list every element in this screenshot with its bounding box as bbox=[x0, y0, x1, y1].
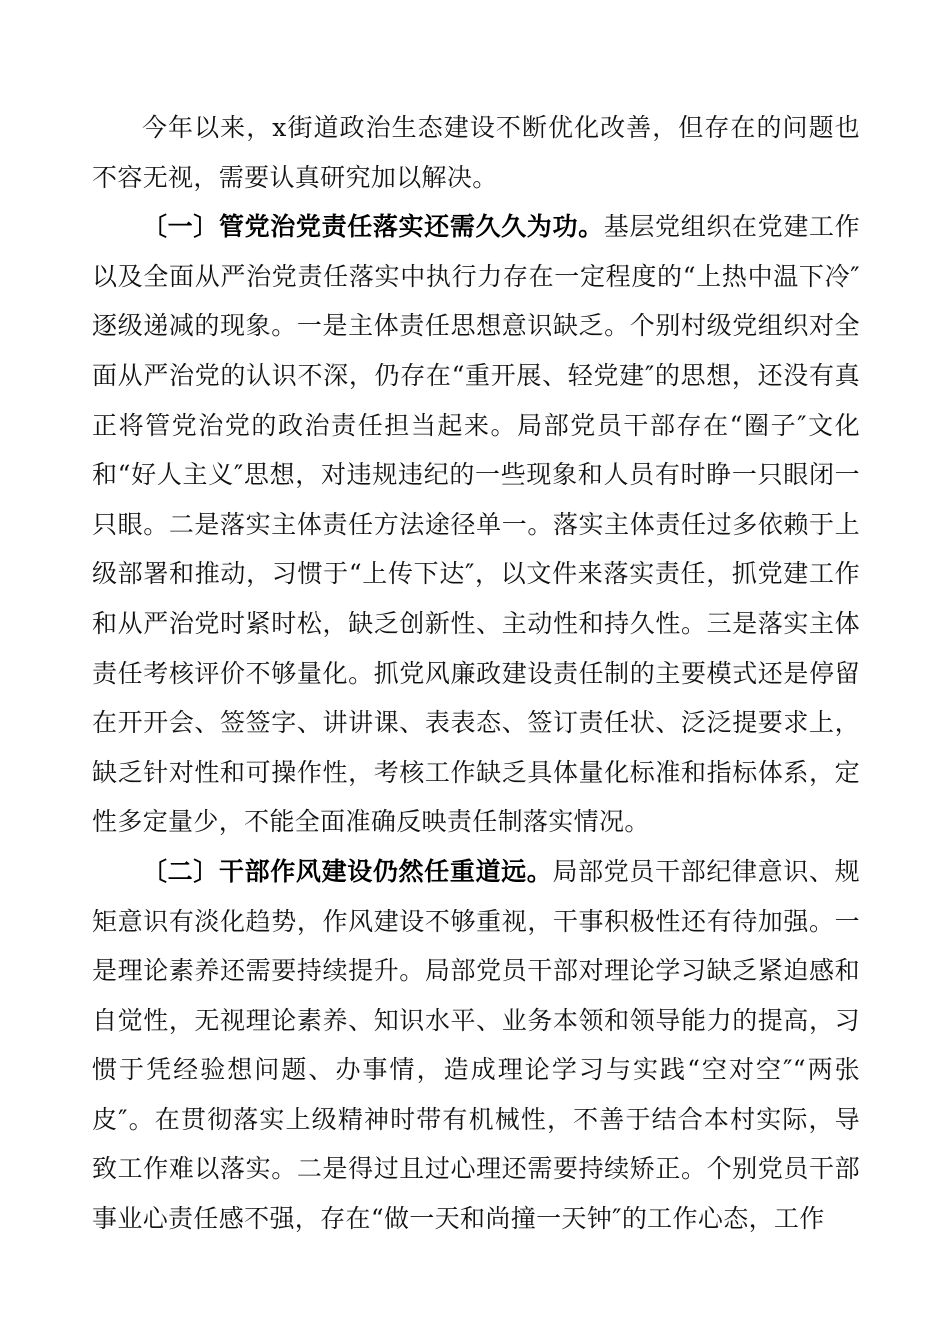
body-text bbox=[92, 103, 860, 1244]
paragraph-section-1 bbox=[92, 202, 860, 847]
section-2-text: 局部党员干部纪律意识、规矩意识有淡化趋势，作风建设不够重视，干事积极性还有待加强。一是理论素养还需要持续提升。局部党员干部对理论学习缺乏紧迫感和自觉性，无视理论素养、知识水平、业务本领和领导能力的提高，习惯于凭经验想问题、办事情，造成理论学习与实践“空对空″“两张皮″。在贯彻落实上级精神时带有机械性，不善于结合本村实际，导致工作难以落实。二是得过且过心理还需要持续矫正。个别党员干部事业心责任感不强，存在“做一天和尚撞一天钟″的工作心态，工作 bbox=[92, 856, 860, 1234]
paragraph-section-2 bbox=[92, 847, 860, 1244]
paragraph-intro bbox=[92, 103, 860, 202]
section-1-heading: 〔一〕管党治党责任落实还需久久为功。 bbox=[142, 212, 604, 242]
section-1-text: 基层党组织在党建工作以及全面从严治党责任落实中执行力存在一定程度的“上热中温下冷″逐级递减的现象。一是主体责任思想意识缺乏。个别村级党组织对全面从严治党的认识不深，仍存在“重开展、轻党建″的思想，还没有真正将管党治党的政治责任担当起来。局部党员干部存在“圈子″文化和“好人主义″思想，对违规违纪的一些现象和人员有时睁一只眼闭一只眼。二是落实主体责任方法途径单一。落实主体责任过多依赖于上级部署和推动，习惯于“上传下达″，以文件来落实责任，抓党建工作和从严治党时紧时松，缺乏创新性、主动性和持久性。三是落实主体责任考核评价不够量化。抓党风廉政建设责任制的主要模式还是停留在开开会、签签字、讲讲课、表表态、签订责任状、泛泛提要求上，缺乏针对性和可操作性，考核工作缺乏具体量化标准和指标体系，定性多定量少，不能全面准确反映责任制落实情况。 bbox=[92, 212, 860, 837]
section-2-heading: 〔二〕干部作风建设仍然任重道远。 bbox=[142, 856, 553, 886]
paragraph-intro-text: 今年以来，x街道政治生态建设不断优化改善，但存在的问题也不容无视，需要认真研究加以解决。 bbox=[92, 113, 860, 192]
